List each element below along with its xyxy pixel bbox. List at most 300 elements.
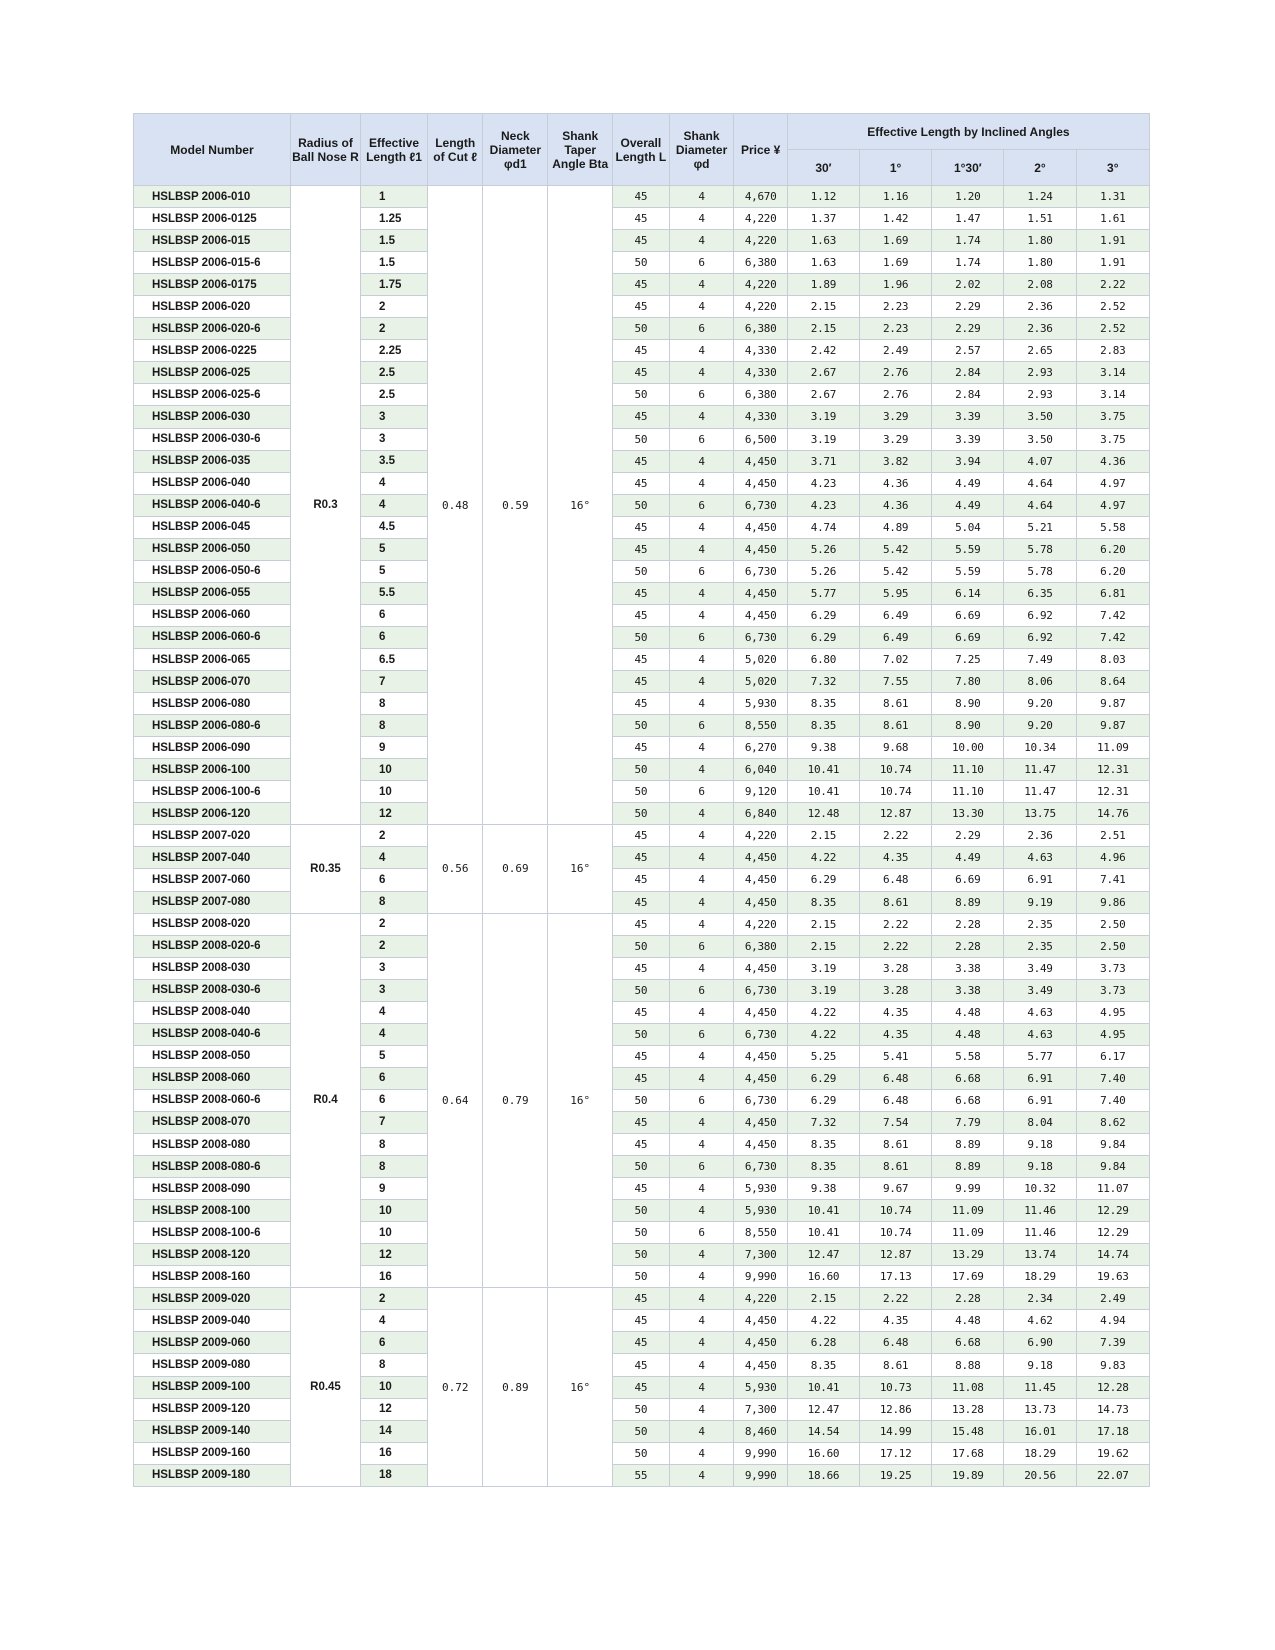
eff-1deg-cell: 4.35 <box>860 1023 932 1045</box>
effective-length-cell: 14 <box>361 1420 428 1442</box>
eff-2deg-cell: 6.91 <box>1004 869 1076 891</box>
eff-30min-cell: 16.60 <box>787 1442 859 1464</box>
model-number-cell: HSLBSP 2006-0225 <box>134 340 291 362</box>
model-number-cell: HSLBSP 2008-040 <box>134 1001 291 1023</box>
eff-3deg-cell: 6.20 <box>1076 560 1149 582</box>
shank-diameter-cell: 4 <box>669 1045 734 1067</box>
model-number-cell: HSLBSP 2006-070 <box>134 671 291 693</box>
eff-3deg-cell: 3.14 <box>1076 362 1149 384</box>
overall-length-cell: 45 <box>613 1067 669 1089</box>
eff-1deg-cell: 10.73 <box>860 1376 932 1398</box>
price-cell: 5,930 <box>734 1178 787 1200</box>
header-angle-1deg: 1° <box>860 150 932 186</box>
header-neck-diameter: Neck Diameter φd1 <box>483 114 548 186</box>
model-number-cell: HSLBSP 2008-080 <box>134 1134 291 1156</box>
eff-1deg30min-cell: 1.20 <box>932 186 1004 208</box>
eff-2deg-cell: 2.93 <box>1004 362 1076 384</box>
eff-2deg-cell: 2.93 <box>1004 384 1076 406</box>
eff-1deg-cell: 2.23 <box>860 318 932 340</box>
eff-1deg30min-cell: 4.49 <box>932 472 1004 494</box>
eff-1deg30min-cell: 2.57 <box>932 340 1004 362</box>
eff-2deg-cell: 13.75 <box>1004 803 1076 825</box>
model-number-cell: HSLBSP 2009-040 <box>134 1310 291 1332</box>
eff-2deg-cell: 5.77 <box>1004 1045 1076 1067</box>
eff-1deg-cell: 10.74 <box>860 781 932 803</box>
eff-2deg-cell: 3.49 <box>1004 957 1076 979</box>
eff-3deg-cell: 7.42 <box>1076 626 1149 648</box>
eff-2deg-cell: 3.50 <box>1004 406 1076 428</box>
price-cell: 6,380 <box>734 384 787 406</box>
shank-diameter-cell: 4 <box>669 1398 734 1420</box>
eff-2deg-cell: 6.35 <box>1004 582 1076 604</box>
table-row <box>134 472 1150 494</box>
overall-length-cell: 45 <box>613 648 669 670</box>
eff-1deg-cell: 12.87 <box>860 803 932 825</box>
price-cell: 4,220 <box>734 296 787 318</box>
overall-length-cell: 50 <box>613 494 669 516</box>
eff-30min-cell: 3.19 <box>787 406 859 428</box>
overall-length-cell: 45 <box>613 913 669 935</box>
eff-3deg-cell: 6.20 <box>1076 538 1149 560</box>
model-number-cell: HSLBSP 2008-020 <box>134 913 291 935</box>
overall-length-cell: 45 <box>613 1332 669 1354</box>
eff-2deg-cell: 6.92 <box>1004 604 1076 626</box>
effective-length-cell: 7 <box>361 1111 428 1133</box>
eff-1deg30min-cell: 3.39 <box>932 406 1004 428</box>
neck-diameter-cell: 0.59 <box>483 186 548 825</box>
overall-length-cell: 45 <box>613 693 669 715</box>
eff-1deg-cell: 6.48 <box>860 1067 932 1089</box>
eff-1deg-cell: 5.95 <box>860 582 932 604</box>
table-row <box>134 935 1150 957</box>
model-number-cell: HSLBSP 2009-160 <box>134 1442 291 1464</box>
shank-diameter-cell: 6 <box>669 560 734 582</box>
eff-2deg-cell: 1.80 <box>1004 230 1076 252</box>
header-angle-1deg30min: 1°30′ <box>932 150 1004 186</box>
eff-30min-cell: 4.22 <box>787 1001 859 1023</box>
eff-2deg-cell: 4.62 <box>1004 1310 1076 1332</box>
eff-2deg-cell: 4.64 <box>1004 494 1076 516</box>
eff-1deg-cell: 14.99 <box>860 1420 932 1442</box>
model-number-cell: HSLBSP 2006-015 <box>134 230 291 252</box>
table-row <box>134 1200 1150 1222</box>
eff-3deg-cell: 9.87 <box>1076 715 1149 737</box>
eff-3deg-cell: 8.03 <box>1076 648 1149 670</box>
eff-3deg-cell: 8.62 <box>1076 1111 1149 1133</box>
eff-1deg30min-cell: 4.49 <box>932 847 1004 869</box>
eff-30min-cell: 6.29 <box>787 869 859 891</box>
overall-length-cell: 45 <box>613 1376 669 1398</box>
model-number-cell: HSLBSP 2008-060 <box>134 1067 291 1089</box>
overall-length-cell: 45 <box>613 582 669 604</box>
eff-2deg-cell: 3.49 <box>1004 979 1076 1001</box>
eff-30min-cell: 3.19 <box>787 428 859 450</box>
shank-diameter-cell: 4 <box>669 1288 734 1310</box>
effective-length-cell: 2.5 <box>361 362 428 384</box>
eff-1deg30min-cell: 13.28 <box>932 1398 1004 1420</box>
overall-length-cell: 45 <box>613 1001 669 1023</box>
effective-length-cell: 9 <box>361 1178 428 1200</box>
table-row <box>134 737 1150 759</box>
eff-1deg-cell: 1.42 <box>860 208 932 230</box>
table-row <box>134 1266 1150 1288</box>
eff-1deg-cell: 5.42 <box>860 560 932 582</box>
overall-length-cell: 50 <box>613 715 669 737</box>
eff-1deg30min-cell: 2.84 <box>932 384 1004 406</box>
eff-1deg-cell: 10.74 <box>860 759 932 781</box>
table-row <box>134 626 1150 648</box>
eff-1deg-cell: 10.74 <box>860 1222 932 1244</box>
eff-3deg-cell: 8.64 <box>1076 671 1149 693</box>
eff-1deg-cell: 3.82 <box>860 450 932 472</box>
eff-2deg-cell: 4.64 <box>1004 472 1076 494</box>
eff-2deg-cell: 11.46 <box>1004 1200 1076 1222</box>
eff-3deg-cell: 9.84 <box>1076 1156 1149 1178</box>
eff-2deg-cell: 5.78 <box>1004 538 1076 560</box>
eff-1deg-cell: 7.02 <box>860 648 932 670</box>
eff-1deg-cell: 8.61 <box>860 715 932 737</box>
eff-1deg-cell: 9.67 <box>860 1178 932 1200</box>
table-row <box>134 1023 1150 1045</box>
table-row <box>134 847 1150 869</box>
shank-diameter-cell: 4 <box>669 869 734 891</box>
eff-30min-cell: 1.12 <box>787 186 859 208</box>
eff-1deg-cell: 10.74 <box>860 1200 932 1222</box>
eff-2deg-cell: 9.20 <box>1004 693 1076 715</box>
overall-length-cell: 50 <box>613 935 669 957</box>
eff-1deg-cell: 4.35 <box>860 847 932 869</box>
table-row <box>134 494 1150 516</box>
effective-length-cell: 6.5 <box>361 648 428 670</box>
eff-2deg-cell: 18.29 <box>1004 1442 1076 1464</box>
shank-taper-angle-cell: 16° <box>548 186 613 825</box>
price-cell: 4,330 <box>734 362 787 384</box>
overall-length-cell: 45 <box>613 340 669 362</box>
model-number-cell: HSLBSP 2006-020 <box>134 296 291 318</box>
table-row <box>134 1244 1150 1266</box>
header-model-number: Model Number <box>134 114 291 186</box>
effective-length-cell: 4 <box>361 847 428 869</box>
eff-3deg-cell: 1.31 <box>1076 186 1149 208</box>
price-cell: 4,220 <box>734 825 787 847</box>
eff-1deg30min-cell: 2.29 <box>932 825 1004 847</box>
eff-2deg-cell: 6.91 <box>1004 1089 1076 1111</box>
eff-30min-cell: 8.35 <box>787 715 859 737</box>
price-cell: 4,220 <box>734 230 787 252</box>
effective-length-cell: 6 <box>361 1332 428 1354</box>
effective-length-cell: 5 <box>361 538 428 560</box>
eff-1deg30min-cell: 11.10 <box>932 781 1004 803</box>
eff-1deg30min-cell: 15.48 <box>932 1420 1004 1442</box>
model-number-cell: HSLBSP 2006-090 <box>134 737 291 759</box>
model-number-cell: HSLBSP 2008-100-6 <box>134 1222 291 1244</box>
price-cell: 4,450 <box>734 1067 787 1089</box>
neck-diameter-cell: 0.69 <box>483 825 548 913</box>
table-row <box>134 274 1150 296</box>
effective-length-cell: 12 <box>361 1244 428 1266</box>
eff-2deg-cell: 9.18 <box>1004 1354 1076 1376</box>
eff-30min-cell: 8.35 <box>787 1354 859 1376</box>
price-cell: 6,380 <box>734 935 787 957</box>
eff-2deg-cell: 13.73 <box>1004 1398 1076 1420</box>
overall-length-cell: 50 <box>613 979 669 1001</box>
eff-3deg-cell: 7.39 <box>1076 1332 1149 1354</box>
eff-30min-cell: 9.38 <box>787 737 859 759</box>
eff-30min-cell: 18.66 <box>787 1464 859 1486</box>
eff-1deg30min-cell: 5.04 <box>932 516 1004 538</box>
eff-1deg-cell: 17.12 <box>860 1442 932 1464</box>
eff-1deg30min-cell: 6.69 <box>932 604 1004 626</box>
eff-30min-cell: 3.71 <box>787 450 859 472</box>
price-cell: 4,450 <box>734 891 787 913</box>
model-number-cell: HSLBSP 2008-060-6 <box>134 1089 291 1111</box>
shank-diameter-cell: 4 <box>669 1200 734 1222</box>
overall-length-cell: 45 <box>613 1178 669 1200</box>
eff-1deg30min-cell: 2.02 <box>932 274 1004 296</box>
eff-30min-cell: 2.15 <box>787 913 859 935</box>
effective-length-cell: 4.5 <box>361 516 428 538</box>
eff-2deg-cell: 3.50 <box>1004 428 1076 450</box>
shank-diameter-cell: 4 <box>669 450 734 472</box>
eff-3deg-cell: 4.97 <box>1076 472 1149 494</box>
effective-length-cell: 10 <box>361 1200 428 1222</box>
eff-2deg-cell: 2.34 <box>1004 1288 1076 1310</box>
model-number-cell: HSLBSP 2008-020-6 <box>134 935 291 957</box>
eff-1deg-cell: 4.36 <box>860 472 932 494</box>
eff-2deg-cell: 11.46 <box>1004 1222 1076 1244</box>
eff-3deg-cell: 4.96 <box>1076 847 1149 869</box>
shank-diameter-cell: 6 <box>669 252 734 274</box>
eff-30min-cell: 7.32 <box>787 671 859 693</box>
overall-length-cell: 50 <box>613 803 669 825</box>
eff-1deg-cell: 3.28 <box>860 957 932 979</box>
model-number-cell: HSLBSP 2009-080 <box>134 1354 291 1376</box>
eff-3deg-cell: 2.52 <box>1076 318 1149 340</box>
eff-1deg30min-cell: 8.90 <box>932 715 1004 737</box>
eff-1deg-cell: 8.61 <box>860 891 932 913</box>
eff-2deg-cell: 10.32 <box>1004 1178 1076 1200</box>
eff-30min-cell: 2.15 <box>787 296 859 318</box>
overall-length-cell: 50 <box>613 1156 669 1178</box>
neck-diameter-cell: 0.79 <box>483 913 548 1288</box>
eff-3deg-cell: 7.40 <box>1076 1089 1149 1111</box>
shank-diameter-cell: 4 <box>669 582 734 604</box>
shank-taper-angle-cell: 16° <box>548 913 613 1288</box>
model-number-cell: HSLBSP 2006-120 <box>134 803 291 825</box>
eff-1deg30min-cell: 4.48 <box>932 1001 1004 1023</box>
eff-3deg-cell: 9.83 <box>1076 1354 1149 1376</box>
overall-length-cell: 50 <box>613 318 669 340</box>
eff-30min-cell: 3.19 <box>787 979 859 1001</box>
eff-2deg-cell: 9.20 <box>1004 715 1076 737</box>
overall-length-cell: 45 <box>613 1354 669 1376</box>
table-row <box>134 1310 1150 1332</box>
eff-30min-cell: 4.22 <box>787 1310 859 1332</box>
eff-2deg-cell: 4.63 <box>1004 847 1076 869</box>
eff-1deg-cell: 2.22 <box>860 825 932 847</box>
eff-1deg-cell: 2.22 <box>860 935 932 957</box>
model-number-cell: HSLBSP 2006-055 <box>134 582 291 604</box>
model-number-cell: HSLBSP 2008-120 <box>134 1244 291 1266</box>
price-cell: 9,120 <box>734 781 787 803</box>
eff-3deg-cell: 7.42 <box>1076 604 1149 626</box>
overall-length-cell: 50 <box>613 1420 669 1442</box>
eff-3deg-cell: 12.31 <box>1076 781 1149 803</box>
eff-3deg-cell: 2.50 <box>1076 935 1149 957</box>
eff-1deg-cell: 2.49 <box>860 340 932 362</box>
model-number-cell: HSLBSP 2006-080-6 <box>134 715 291 737</box>
effective-length-cell: 8 <box>361 1156 428 1178</box>
eff-30min-cell: 8.35 <box>787 1134 859 1156</box>
eff-3deg-cell: 17.18 <box>1076 1420 1149 1442</box>
overall-length-cell: 45 <box>613 1134 669 1156</box>
eff-30min-cell: 10.41 <box>787 1222 859 1244</box>
shank-diameter-cell: 4 <box>669 671 734 693</box>
shank-taper-angle-cell: 16° <box>548 825 613 913</box>
price-cell: 7,300 <box>734 1398 787 1420</box>
length-of-cut-cell: 0.64 <box>427 913 482 1288</box>
table-row <box>134 296 1150 318</box>
table-row <box>134 1134 1150 1156</box>
overall-length-cell: 45 <box>613 362 669 384</box>
model-number-cell: HSLBSP 2006-015-6 <box>134 252 291 274</box>
table-row <box>134 1464 1150 1486</box>
eff-1deg30min-cell: 4.48 <box>932 1023 1004 1045</box>
eff-1deg-cell: 2.76 <box>860 362 932 384</box>
eff-1deg30min-cell: 10.00 <box>932 737 1004 759</box>
price-cell: 6,270 <box>734 737 787 759</box>
shank-diameter-cell: 6 <box>669 935 734 957</box>
eff-30min-cell: 4.22 <box>787 847 859 869</box>
overall-length-cell: 50 <box>613 1089 669 1111</box>
model-number-cell: HSLBSP 2009-100 <box>134 1376 291 1398</box>
model-number-cell: HSLBSP 2009-140 <box>134 1420 291 1442</box>
eff-3deg-cell: 2.22 <box>1076 274 1149 296</box>
eff-1deg-cell: 19.25 <box>860 1464 932 1486</box>
eff-1deg-cell: 7.54 <box>860 1111 932 1133</box>
eff-3deg-cell: 3.14 <box>1076 384 1149 406</box>
radius-cell: R0.35 <box>290 825 360 913</box>
eff-1deg-cell: 8.61 <box>860 1156 932 1178</box>
shank-diameter-cell: 4 <box>669 825 734 847</box>
model-number-cell: HSLBSP 2006-045 <box>134 516 291 538</box>
shank-diameter-cell: 6 <box>669 384 734 406</box>
eff-30min-cell: 1.63 <box>787 252 859 274</box>
effective-length-cell: 3 <box>361 957 428 979</box>
eff-2deg-cell: 11.45 <box>1004 1376 1076 1398</box>
price-cell: 9,990 <box>734 1266 787 1288</box>
table-row <box>134 869 1150 891</box>
length-of-cut-cell: 0.48 <box>427 186 482 825</box>
eff-2deg-cell: 6.92 <box>1004 626 1076 648</box>
model-number-cell: HSLBSP 2008-090 <box>134 1178 291 1200</box>
header-shank-taper-angle: Shank Taper Angle Bta <box>548 114 613 186</box>
eff-3deg-cell: 12.29 <box>1076 1200 1149 1222</box>
eff-3deg-cell: 1.61 <box>1076 208 1149 230</box>
shank-diameter-cell: 4 <box>669 648 734 670</box>
eff-1deg-cell: 4.36 <box>860 494 932 516</box>
price-cell: 7,300 <box>734 1244 787 1266</box>
effective-length-cell: 3.5 <box>361 450 428 472</box>
eff-2deg-cell: 18.29 <box>1004 1266 1076 1288</box>
overall-length-cell: 50 <box>613 1442 669 1464</box>
eff-1deg-cell: 5.41 <box>860 1045 932 1067</box>
shank-diameter-cell: 6 <box>669 1089 734 1111</box>
model-number-cell: HSLBSP 2007-060 <box>134 869 291 891</box>
table-row <box>134 648 1150 670</box>
eff-3deg-cell: 4.95 <box>1076 1023 1149 1045</box>
eff-2deg-cell: 9.18 <box>1004 1134 1076 1156</box>
shank-diameter-cell: 4 <box>669 538 734 560</box>
eff-2deg-cell: 4.07 <box>1004 450 1076 472</box>
header-angle-2deg: 2° <box>1004 150 1076 186</box>
eff-30min-cell: 5.77 <box>787 582 859 604</box>
overall-length-cell: 50 <box>613 560 669 582</box>
eff-2deg-cell: 2.36 <box>1004 318 1076 340</box>
effective-length-cell: 6 <box>361 604 428 626</box>
price-cell: 4,450 <box>734 472 787 494</box>
eff-1deg-cell: 4.35 <box>860 1310 932 1332</box>
eff-1deg30min-cell: 4.48 <box>932 1310 1004 1332</box>
shank-diameter-cell: 4 <box>669 296 734 318</box>
model-number-cell: HSLBSP 2006-040-6 <box>134 494 291 516</box>
overall-length-cell: 45 <box>613 516 669 538</box>
shank-diameter-cell: 6 <box>669 318 734 340</box>
effective-length-cell: 8 <box>361 1354 428 1376</box>
table-row <box>134 384 1150 406</box>
price-cell: 4,450 <box>734 450 787 472</box>
eff-30min-cell: 10.41 <box>787 1376 859 1398</box>
header-shank-diameter: Shank Diameter φd <box>669 114 734 186</box>
header-radius: Radius of Ball Nose R <box>290 114 360 186</box>
table-row <box>134 604 1150 626</box>
overall-length-cell: 50 <box>613 1200 669 1222</box>
eff-1deg30min-cell: 2.28 <box>932 1288 1004 1310</box>
table-header <box>134 114 1150 186</box>
overall-length-cell: 50 <box>613 1398 669 1420</box>
eff-2deg-cell: 2.35 <box>1004 913 1076 935</box>
eff-30min-cell: 4.22 <box>787 1023 859 1045</box>
model-number-cell: HSLBSP 2006-030-6 <box>134 428 291 450</box>
header-effective-length: Effective Length ℓ1 <box>361 114 428 186</box>
eff-2deg-cell: 7.49 <box>1004 648 1076 670</box>
effective-length-cell: 2 <box>361 296 428 318</box>
eff-1deg30min-cell: 9.99 <box>932 1178 1004 1200</box>
shank-diameter-cell: 6 <box>669 1222 734 1244</box>
shank-diameter-cell: 4 <box>669 1332 734 1354</box>
price-cell: 6,380 <box>734 318 787 340</box>
effective-length-cell: 3 <box>361 979 428 1001</box>
eff-30min-cell: 4.74 <box>787 516 859 538</box>
shank-diameter-cell: 4 <box>669 516 734 538</box>
eff-2deg-cell: 20.56 <box>1004 1464 1076 1486</box>
shank-diameter-cell: 6 <box>669 979 734 1001</box>
model-number-cell: HSLBSP 2006-010 <box>134 186 291 208</box>
table-row <box>134 318 1150 340</box>
eff-3deg-cell: 9.86 <box>1076 891 1149 913</box>
overall-length-cell: 45 <box>613 1045 669 1067</box>
model-number-cell: HSLBSP 2006-025 <box>134 362 291 384</box>
eff-30min-cell: 2.67 <box>787 384 859 406</box>
shank-diameter-cell: 4 <box>669 1376 734 1398</box>
model-number-cell: HSLBSP 2006-065 <box>134 648 291 670</box>
overall-length-cell: 50 <box>613 1266 669 1288</box>
eff-1deg-cell: 8.61 <box>860 1354 932 1376</box>
price-cell: 4,450 <box>734 1310 787 1332</box>
eff-30min-cell: 5.26 <box>787 538 859 560</box>
table-row <box>134 1067 1150 1089</box>
eff-2deg-cell: 9.19 <box>1004 891 1076 913</box>
